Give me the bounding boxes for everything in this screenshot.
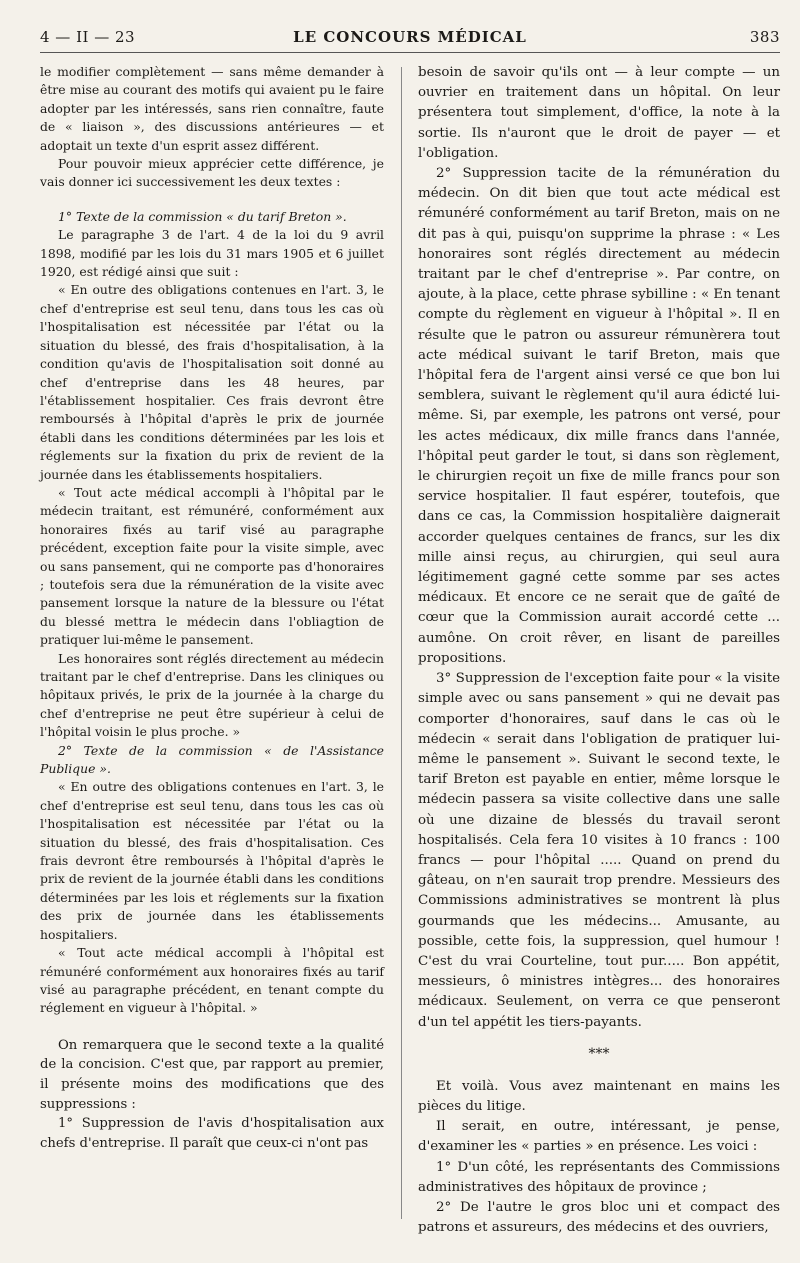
paragraph: le modifier complètement — sans même demander à être mise au courant des motifs qui avaient pu le faire adopter par les intéressés, sans rien connaître, faute de « liaison », des discussions antérieures — et adoptait un texte d'un esprit assez différent. xyxy=(40,64,384,153)
paragraph: Le paragraphe 3 de l'art. 4 de la loi du 9 avril 1898, modifié par les lois du 31 mars 1905 et 6 juillet 1920, est rédigé ainsi que suit : xyxy=(40,227,384,280)
quoted-paragraph: « En outre des obligations contenues en l'art. 3, le chef d'entreprise est seul tenu, dans tous les cas où l'hospitalisation est nécessitée par l'état ou la situation du blessé, des frais d'hospitalisation, à la condition qu'avis de l'hospitalisation soit donné au chef d'entreprise dans les 48 heures, par l'établissement hospitalier. Ces frais devront être remboursés à l'hôpital d'après le prix de journée établi dans les conditions déterminées par les lois et réglements sur la fixation du prix de revient de la journée dans les établissements hospitaliers. xyxy=(40,282,384,482)
paragraph: 2° De l'autre le gros bloc uni et compact des patrons et assureurs, des médecins et des ouvriers, xyxy=(418,1199,780,1236)
issue-number: 4 — II — 23 xyxy=(40,28,136,46)
paragraph: 2° Suppression tacite de la rémunération du médecin. On dit bien que tout acte médical est rémunéré conformément au tarif Breton, mais on ne dit pas à qui, puisqu'on supprime la phrase : « Les honoraires sont réglés directement au médecin traitant par le chef d'entreprise ». Par contre, on ajoute, à la place, cette phrase sybilline : « En tenant compte du règlement en vigueur à l'hôpital ». Il en résulte que le patron ou assureur rémunèrera tout acte médical suivant le tarif Breton, mais que l'hôpital fera de l'argent ainsi versé ce que bon lui semblera, suivant le règlement qu'il aura édicté lui-même. Si, par exemple, les patrons ont versé, pour les actes médicaux, dix mille francs dans l'année, l'hôpital peut garder le tout, si dans son règlement, le chirurgien reçoit un fixe de mille francs pour son service hospitalier. Il faut espérer, toutefois, que dans ce cas, la Commission hospitalière daignerait accorder quelques centaines de francs, sur les dix mille ainsi reçus, au chirurgien, qui seul aura légitimement gagné cette somme par ses actes médicaux. Et encore ce ne serait que de gaîté de cœur que la Commission aurait accordé cette ... aumône. On croit rêver, en lisant de pareilles propositions. xyxy=(418,166,780,666)
column-divider xyxy=(401,67,402,1219)
paragraph: Il serait, en outre, intéressant, je pense, d'examiner les « parties » en présence. Les voici : xyxy=(418,1119,780,1155)
quoted-paragraph: « Tout acte médical accompli à l'hôpital par le médecin traitant, est rémunéré, conformément aux honoraires fixés au tarif visé au paragraphe précédent, exception faite pour la visite simple, avec ou sans pansement, qui ne comporte pas d'honoraires ; toutefois sera due la rémunération de la visite avec pansement lorsque la nature de la blessure ou l'état du blessé mettra le médecin dans l'obliagtion de pratiquer lui-même le pansement. xyxy=(40,484,384,648)
section-heading: 1° Texte de la commission « du tarif Breton ». xyxy=(58,208,347,224)
left-column xyxy=(40,63,384,1223)
paragraph: 3° Suppression de l'exception faite pour « la visite simple avec ou sans pansement » qui ne devait pas comporter d'honoraires, sauf dans le cas où le médecin « serait dans l'obligation de pratiquer lui-même le pansement ». Suivant le second texte, le tarif Breton est payable en entier, même lorsque le médecin passera sa visite collective dans une salle où une dizaine de blessés du travail seront hospitalisés. Cela fera 10 visites à 10 francs : 100 francs — pour l'hôpital ..... Quand on prend du gâteau, on n'en saurait trop prendre. Messieurs des Commissions administratives se montrent là plus gourmands que les médecins... Amusante, au possible, cette fois, la suppression, quel humour ! C'est du vrai Courteline, tout pur..... Bon appétit, messieurs, ô ministres intègres... des honoraires médicaux. Seulement, on verra ce que penseront d'un tel appétit les tiers-payants. xyxy=(418,671,780,1030)
quoted-paragraph: « En outre des obligations contenues en l'art. 3, le chef d'entreprise est seul tenu, dans tous les cas où l'hospitalisation est nécessitée par l'état ou la situation du blessé, des frais d'hospitalisation. Ces frais devront être remboursés à l'hôpital d'après le prix de revient de la journée établi dans les conditions déterminées par les lois et réglements sur la fixation des prix de journée dans les établissements hospitaliers. xyxy=(40,779,384,942)
section-heading: 2° Texte de la commission « de l'Assistance Publique ». xyxy=(40,742,384,777)
paragraph: Et voilà. Vous avez maintenant en mains les pièces du litige. xyxy=(418,1078,780,1114)
right-column xyxy=(418,63,780,1236)
paragraph: 1° Suppression de l'avis d'hospitalisation aux chefs d'entreprise. Il paraît que ceux-ci n'ont pas xyxy=(40,1116,384,1151)
section-separator: *** xyxy=(588,1045,610,1062)
text-columns xyxy=(40,63,780,1236)
page-number: 383 xyxy=(749,28,780,46)
journal-title: LE CONCOURS MÉDICAL xyxy=(293,28,527,46)
paragraph: Pour pouvoir mieux apprécier cette différence, je vais donner ici successivement les deux textes : xyxy=(40,156,384,190)
quoted-paragraph: « Tout acte médical accompli à l'hôpital est rémunéré conformément aux honoraires fixés au tarif visé au paragraphe précédent, en tenant compte du réglement en vigueur à l'hôpital. » xyxy=(40,945,384,1016)
paragraph: besoin de savoir qu'ils ont — à leur compte — un ouvrier en traitement dans un hôpital. On leur présentera tout simplement, d'office, la note à la sortie. Ils n'auront que le droit de payer — et l'obligation. xyxy=(418,65,780,161)
running-header xyxy=(40,28,780,53)
paragraph: On remarquera que le second texte a la qualité de la concision. C'est que, par rapport au premier, il présente moins des modifications que des suppressions : xyxy=(40,1037,384,1112)
paragraph: 1° D'un côté, les représentants des Commissions administratives des hôpitaux de province ; xyxy=(418,1159,780,1195)
quoted-paragraph: Les honoraires sont réglés directement au médecin traitant par le chef d'entreprise. Dans les cliniques ou hôpitaux privés, le prix de la journée à la charge du chef d'entreprise ne peut être supérieur à celui de l'hôpital voisin le plus proche. » xyxy=(40,650,384,740)
